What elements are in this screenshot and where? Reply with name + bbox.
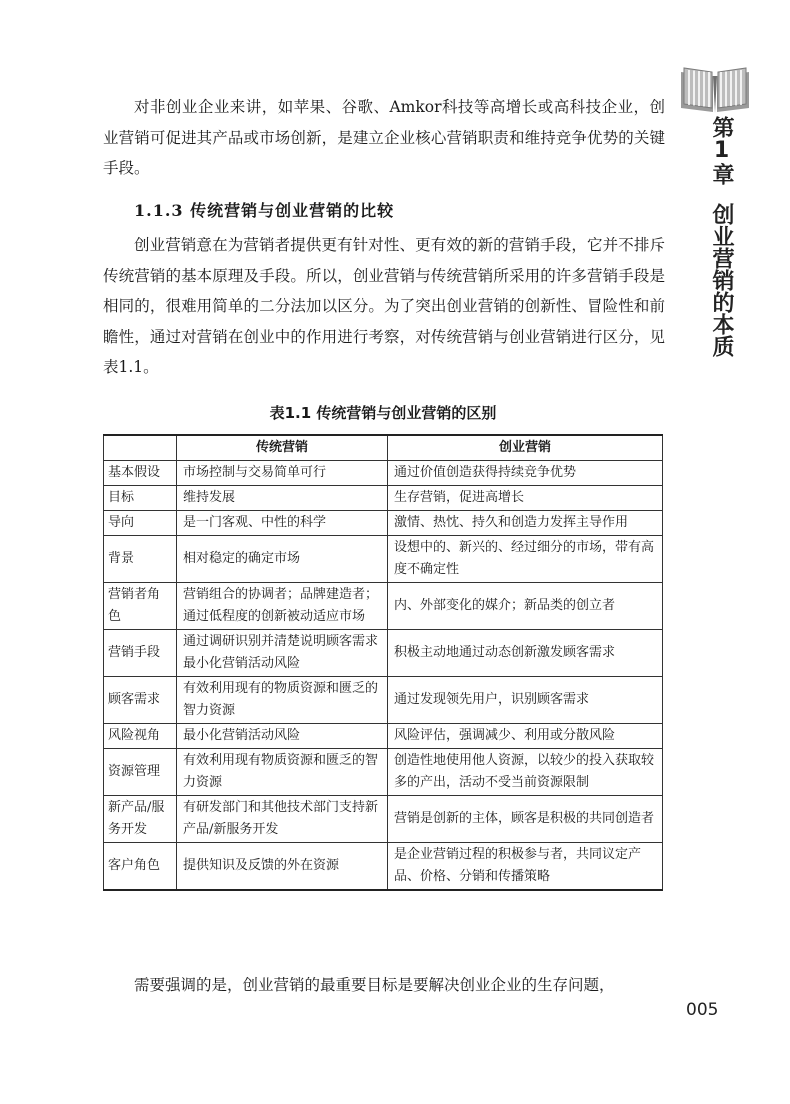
traditional-cell: 有效利用现有的物质资源和匮乏的智力资源	[177, 677, 388, 724]
table-row	[104, 630, 663, 677]
table-row	[104, 536, 663, 583]
chapter-number: 第1章	[709, 116, 734, 185]
entrepreneurial-cell: 设想中的、新兴的、经过细分的市场，带有高度不确定性	[388, 536, 663, 583]
traditional-cell: 相对稳定的确定市场	[177, 536, 388, 583]
header-empty	[104, 435, 177, 461]
row-label: 目标	[104, 486, 177, 511]
row-label: 导向	[104, 511, 177, 536]
traditional-cell: 维持发展	[177, 486, 388, 511]
traditional-cell: 最小化营销活动风险	[177, 724, 388, 749]
traditional-cell: 是一门客观、中性的科学	[177, 511, 388, 536]
body-paragraph: 创业营销意在为营销者提供更有针对性、更有效的新的营销手段，它并不排斥传统营销的基本原理及手段。所以，创业营销与传统营销所采用的许多营销手段是相同的，很难用简单的二分法加以区分。为了突出创业营销的创新性、冒险性和前瞻性，通过对营销在创业中的作用进行考察，对传统营销与创业营销进行区分，见表1.1。	[103, 236, 665, 376]
table-row	[104, 724, 663, 749]
closing-paragraph: 需要强调的是，创业营销的最重要目标是要解决创业企业的生存问题，	[134, 976, 615, 994]
table-row	[104, 796, 663, 843]
table-row	[104, 843, 663, 891]
section-heading: 1.1.3 传统营销与创业营销的比较	[134, 201, 395, 220]
open-book-icon	[678, 64, 752, 114]
row-label: 新产品/服务开发	[104, 796, 177, 843]
chapter-title: 创业营销的本质	[709, 203, 734, 357]
entrepreneurial-cell: 是企业营销过程的积极参与者，共同议定产品、价格、分销和传播策略	[388, 843, 663, 891]
entrepreneurial-cell: 风险评估，强调减少、利用或分散风险	[388, 724, 663, 749]
entrepreneurial-cell: 激情、热忱、持久和创造力发挥主导作用	[388, 511, 663, 536]
row-label: 资源管理	[104, 749, 177, 796]
table-row	[104, 461, 663, 486]
page-number: 005	[686, 1000, 719, 1020]
entrepreneurial-cell: 创造性地使用他人资源，以较少的投入获取较多的产出，活动不受当前资源限制	[388, 749, 663, 796]
row-label: 客户角色	[104, 843, 177, 891]
traditional-cell: 有效利用现有物质资源和匮乏的智力资源	[177, 749, 388, 796]
comparison-table	[103, 434, 663, 891]
row-label: 背景	[104, 536, 177, 583]
table-row	[104, 677, 663, 724]
entrepreneurial-cell: 生存营销，促进高增长	[388, 486, 663, 511]
traditional-cell: 市场控制与交易简单可行	[177, 461, 388, 486]
traditional-cell: 营销组合的协调者；品牌建造者；通过低程度的创新被动适应市场	[177, 583, 388, 630]
row-label: 风险视角	[104, 724, 177, 749]
traditional-cell: 提供知识及反馈的外在资源	[177, 843, 388, 891]
row-label: 基本假设	[104, 461, 177, 486]
intro-paragraph: 对非创业企业来讲，如苹果、谷歌、Amkor科技等高增长或高科技企业，创业营销可促进其产品或市场创新，是建立企业核心营销职责和维持竞争优势的关键手段。	[103, 98, 665, 177]
header-traditional: 传统营销	[177, 435, 388, 461]
entrepreneurial-cell: 通过发现领先用户，识别顾客需求	[388, 677, 663, 724]
entrepreneurial-cell: 营销是创新的主体，顾客是积极的共同创造者	[388, 796, 663, 843]
table-row	[104, 511, 663, 536]
header-entrepreneurial: 创业营销	[388, 435, 663, 461]
table-caption: 表1.1 传统营销与创业营销的区别	[269, 404, 497, 422]
traditional-cell: 通过调研识别并清楚说明顾客需求最小化营销活动风险	[177, 630, 388, 677]
table-row	[104, 583, 663, 630]
entrepreneurial-cell: 通过价值创造获得持续竞争优势	[388, 461, 663, 486]
table-header-row	[104, 435, 663, 461]
entrepreneurial-cell: 积极主动地通过动态创新激发顾客需求	[388, 630, 663, 677]
row-label: 营销手段	[104, 630, 177, 677]
table-row	[104, 486, 663, 511]
entrepreneurial-cell: 内、外部变化的媒介；新品类的创立者	[388, 583, 663, 630]
table-row	[104, 749, 663, 796]
traditional-cell: 有研发部门和其他技术部门支持新产品/新服务开发	[177, 796, 388, 843]
row-label: 顾客需求	[104, 677, 177, 724]
row-label: 营销者角色	[104, 583, 177, 630]
